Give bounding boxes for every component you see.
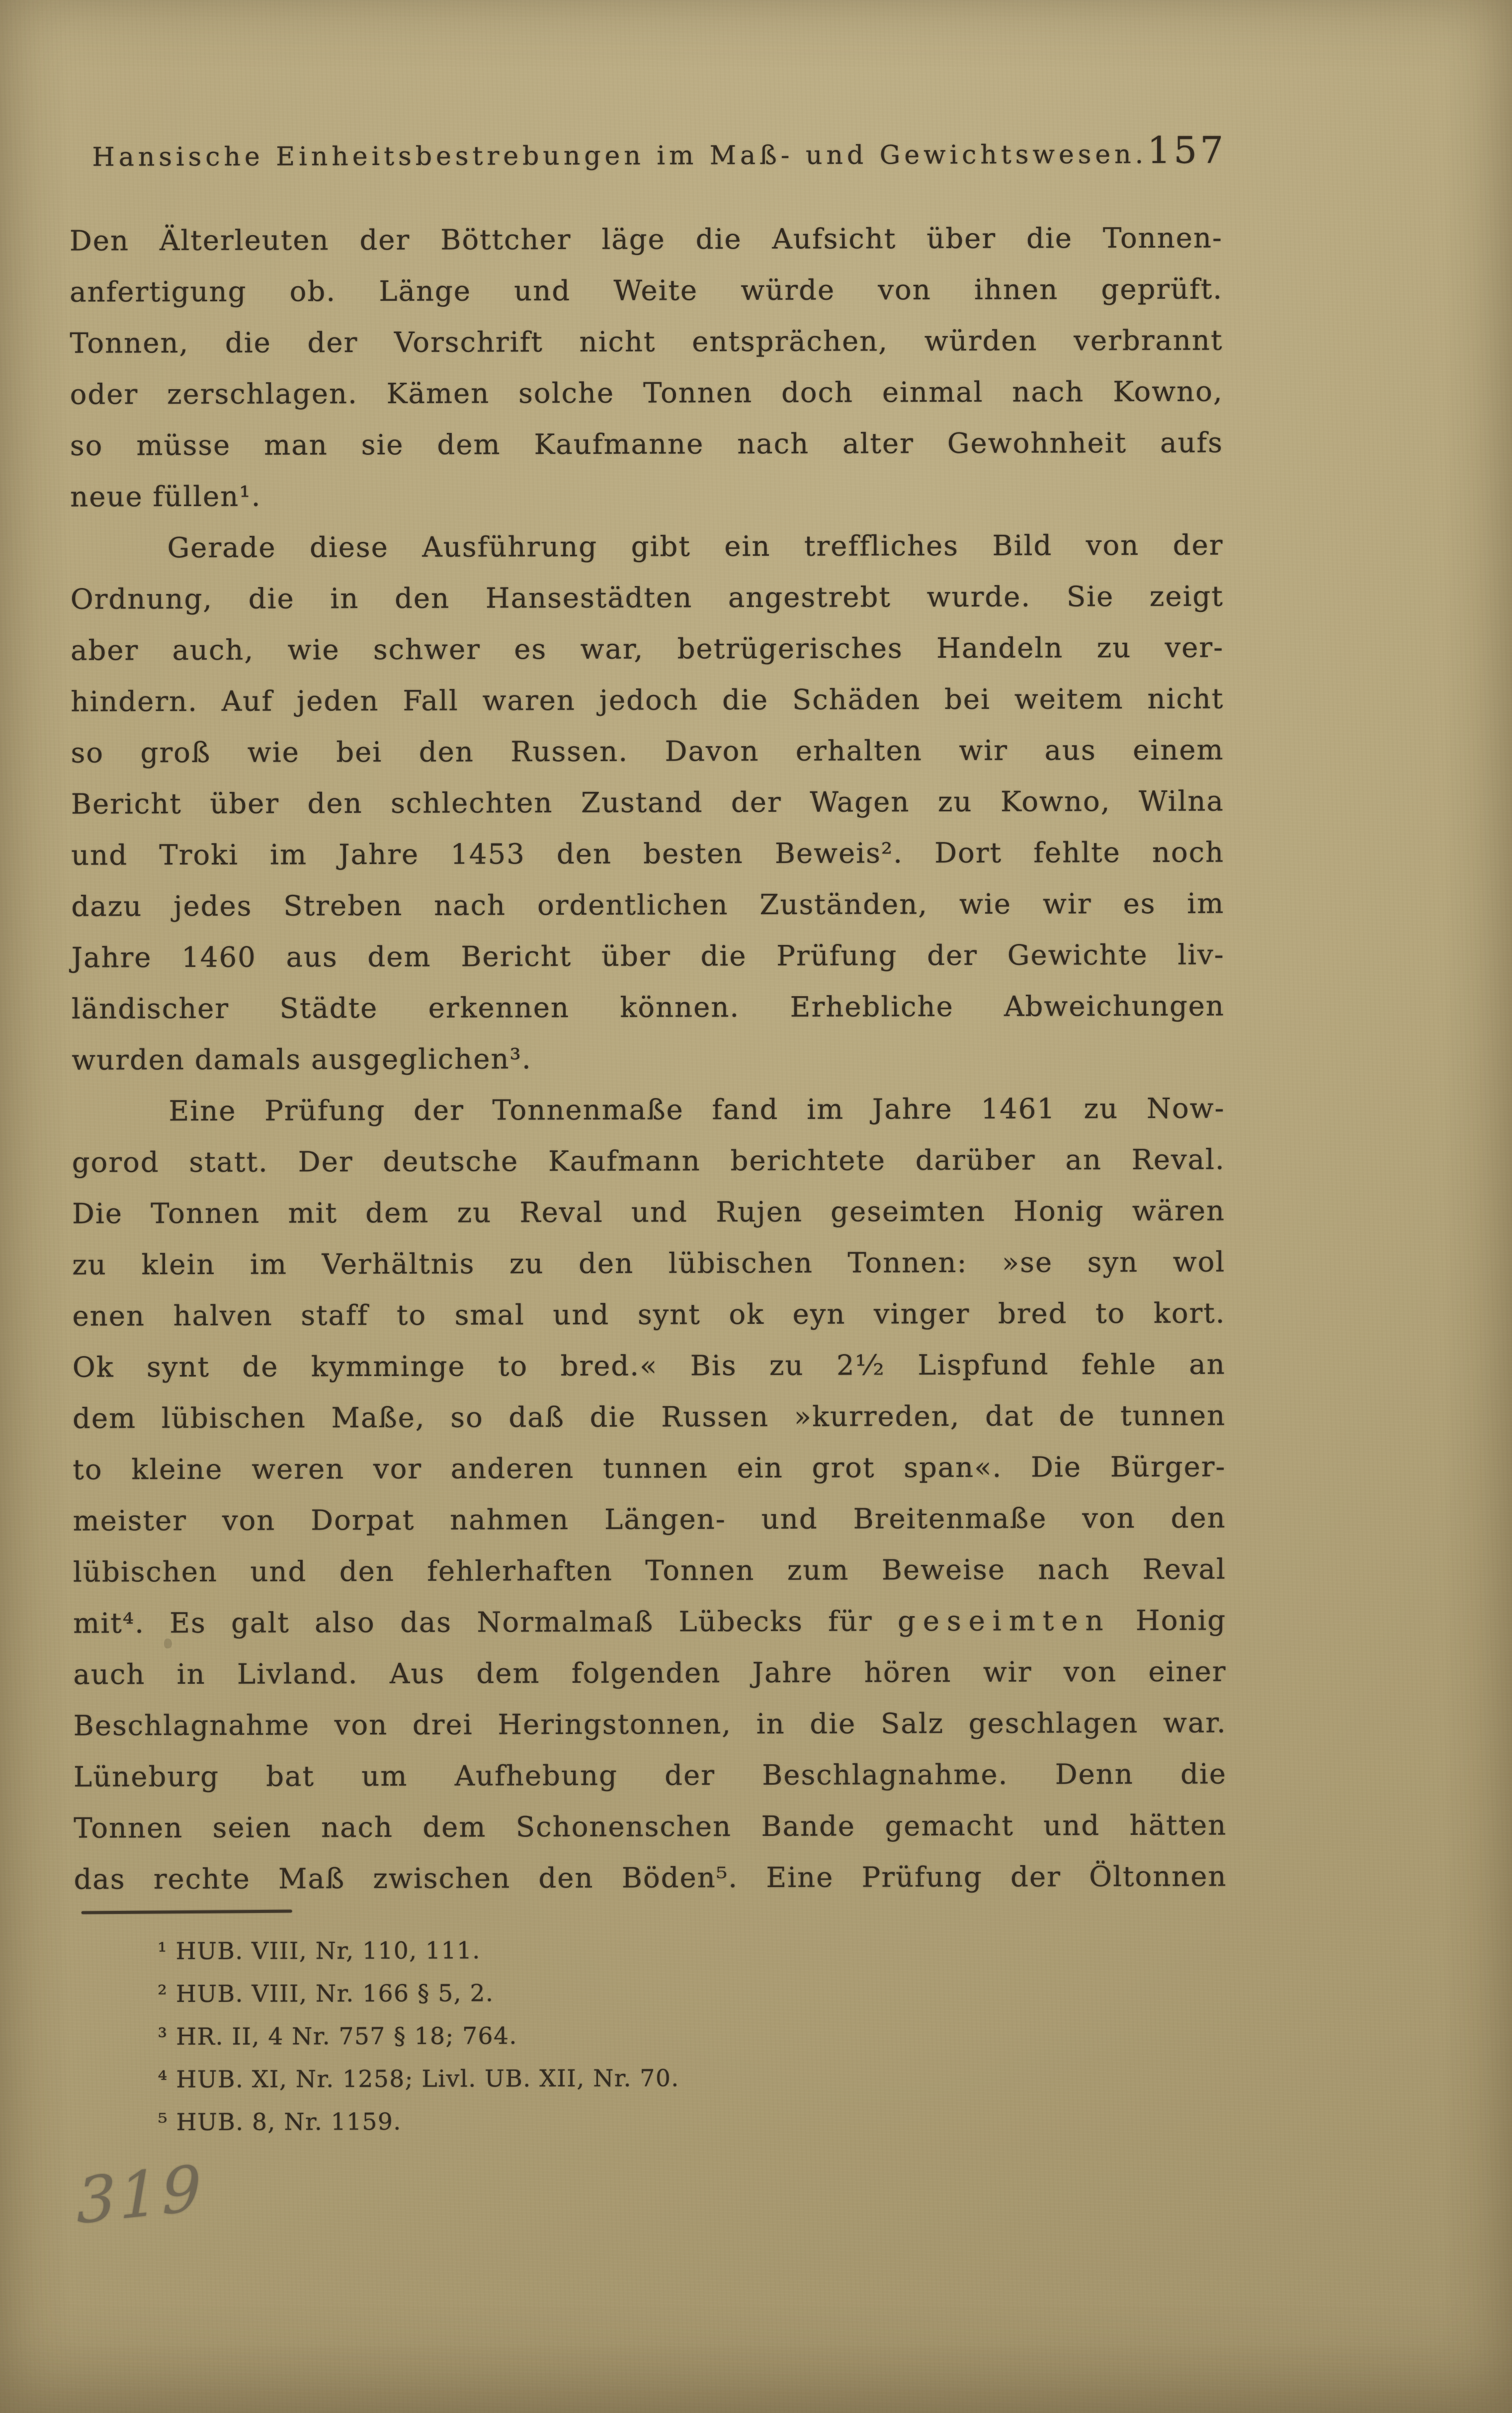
footnote-line: ² HUB. VIII, Nr. 166 § 5, 2. bbox=[158, 1980, 494, 2008]
text-line: dem lübischen Maße, so daß die Russen »kurreden, dat de tunnen bbox=[73, 1399, 1226, 1435]
text-line: und Troki im Jahre 1453 den besten Beweis². Dort fehlte noch bbox=[71, 836, 1225, 872]
text-line: Ordnung, die in den Hansestädten angestrebt wurde. Sie zeigt bbox=[70, 580, 1224, 616]
footnote-divider bbox=[82, 1910, 292, 1914]
text-line bbox=[73, 1595, 1226, 1649]
text-line: dazu jedes Streben nach ordentlichen Zuständen, wie wir es im bbox=[71, 887, 1225, 923]
footnote-line: ¹ HUB. VIII, Nr, 110, 111. bbox=[157, 1937, 481, 1966]
paragraph bbox=[72, 1083, 1227, 1905]
handwritten-page-number: 319 bbox=[76, 2151, 205, 2239]
text-line: Tonnen, die der Vorschrift nicht entsprächen, würden verbrannt bbox=[70, 324, 1223, 360]
running-header bbox=[69, 129, 1227, 175]
text-line: so groß wie bei den Russen. Davon erhalten wir aus einem bbox=[71, 734, 1224, 770]
text-line: anfertigung ob. Länge und Weite würde von ihnen geprüft. bbox=[70, 273, 1223, 309]
text-line: Gerade diese Ausführung gibt ein treffliches Bild von der bbox=[167, 529, 1224, 565]
text-line: ländischer Städte erkennen können. Erhebliche Abweichungen bbox=[71, 990, 1225, 1026]
footnotes bbox=[74, 1928, 1228, 2145]
text-line: Eine Prüfung der Tonnenmaße fand im Jahre 1461 zu Now- bbox=[168, 1092, 1225, 1128]
text-line: Bericht über den schlechten Zustand der Wagen zu Kowno, Wilna bbox=[71, 785, 1224, 821]
text-line: so müsse man sie dem Kaufmanne nach alter Gewohnheit aufs bbox=[70, 427, 1224, 462]
text-line: Tonnen seien nach dem Schonenschen Bande gemacht und hätten bbox=[74, 1809, 1227, 1845]
text-line: auch in Livland. Aus dem folgenden Jahre hören wir von einer bbox=[73, 1655, 1227, 1691]
text-line: oder zerschlagen. Kämen solche Tonnen doch einmal nach Kowno, bbox=[70, 375, 1223, 411]
text-line: Jahre 1460 aus dem Bericht über die Prüfung der Gewichte liv- bbox=[71, 939, 1225, 974]
text-line: Den Älterleuten der Böttcher läge die Aufsicht über die Tonnen- bbox=[69, 222, 1223, 258]
text-line: meister von Dorpat nahmen Längen- und Breitenmaße von den bbox=[73, 1502, 1226, 1538]
running-header-title: Hansische Einheitsbestrebungen im Maß- und Gewichtswesen. bbox=[92, 139, 1148, 172]
text-line: neue füllen¹. bbox=[70, 480, 261, 514]
text-line: lübischen und den fehlerhaften Tonnen zum Beweise nach Reval bbox=[73, 1553, 1226, 1589]
text-line: aber auch, wie schwer es war, betrügerisches Handeln zu ver- bbox=[70, 631, 1224, 667]
footnote-line: ⁵ HUB. 8, Nr. 1159. bbox=[158, 2108, 402, 2137]
body-text bbox=[70, 213, 1227, 1905]
text-line: das rechte Maß zwischen den Böden⁵. Eine Prüfung der Öltonnen bbox=[74, 1860, 1227, 1896]
text-line: gorod statt. Der deutsche Kaufmann berichtete darüber an Reval. bbox=[72, 1143, 1225, 1179]
letterspaced-word: geseimten bbox=[897, 1605, 1111, 1638]
paragraph bbox=[70, 520, 1225, 1086]
text-run: mit⁴. Es galt also das Normalmaß Lübecks für bbox=[73, 1605, 898, 1640]
text-line: hindern. Auf jeden Fall waren jedoch die Schäden bei weitem nicht bbox=[71, 683, 1224, 718]
text-line: to kleine weren vor anderen tunnen ein grot span«. Die Bürger- bbox=[73, 1451, 1226, 1486]
page-number: 157 bbox=[1147, 129, 1227, 172]
text-line: Die Tonnen mit dem zu Reval und Rujen geseimten Honig wären bbox=[72, 1195, 1226, 1230]
footnote-line: ⁴ HUB. XI, Nr. 1258; Livl. UB. XII, Nr. 70. bbox=[158, 2065, 679, 2094]
text-line: enen halven staff to smal und synt ok eyn vinger bred to kort. bbox=[72, 1297, 1226, 1333]
footnote-line: ³ HR. II, 4 Nr. 757 § 18; 764. bbox=[158, 2022, 517, 2051]
text-line: Lüneburg bat um Aufhebung der Beschlagnahme. Denn die bbox=[73, 1758, 1227, 1794]
text-run: Honig bbox=[1110, 1604, 1227, 1637]
text-line: Beschlagnahme von drei Heringstonnen, in die Salz geschlagen war. bbox=[73, 1707, 1227, 1742]
text-line: wurden damals ausgeglichen³. bbox=[72, 1043, 532, 1077]
paragraph bbox=[70, 213, 1224, 523]
text-line: Ok synt de kymminge to bred.« Bis zu 2¹⁄₂ Lispfund fehle an bbox=[72, 1348, 1226, 1384]
text-line: zu klein im Verhältnis zu den lübischen Tonnen: »se syn wol bbox=[72, 1246, 1226, 1282]
